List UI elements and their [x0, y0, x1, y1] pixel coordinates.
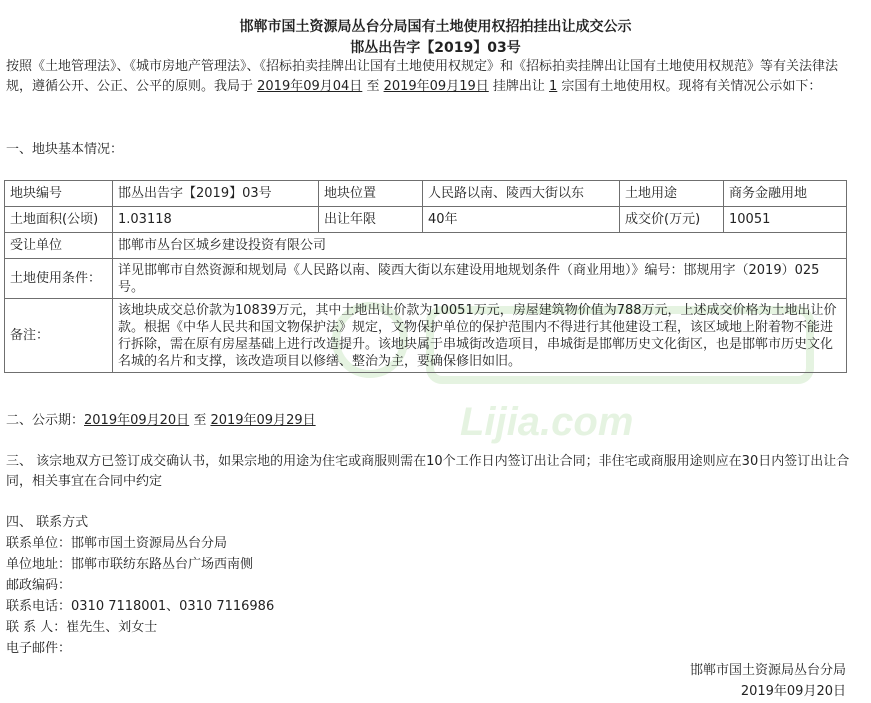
- section-3-text: 三、 该宗地双方已签订成交确认书，如果宗地的用途为住宅或商服则需在10个工作日内签订出让合同；非住宅或商服用途则应在30日内签订出让合同，相关事宜在合同中约定: [6, 454, 850, 489]
- table-cell: 地块编号: [5, 181, 113, 207]
- table-cell: 地块位置: [319, 181, 423, 207]
- table-cell: 备注：: [5, 299, 113, 373]
- table-row: [5, 259, 847, 299]
- listing-start-date: 2019年09月04日: [257, 79, 363, 94]
- publicity-end-date: 2019年09月29日: [210, 413, 316, 428]
- contact-postcode: 邮政编码：: [6, 578, 72, 593]
- contact-person: 联 系 人：崔先生、刘女士: [6, 620, 158, 635]
- contact-address: 单位地址：邯郸市联纺东路丛台广场西南侧: [6, 557, 254, 572]
- footer-org: 邯郸市国土资源局丛台分局: [689, 663, 846, 678]
- table-cell: 受让单位: [5, 233, 113, 259]
- table-cell: 10051: [724, 207, 847, 233]
- table-cell: 邯丛出告字【2019】03号: [113, 181, 319, 207]
- table-cell: 商务金融用地: [724, 181, 847, 207]
- table-cell: 成交价(万元): [620, 207, 724, 233]
- table-row: [5, 181, 847, 207]
- parcel-count: 1: [549, 79, 558, 94]
- table-row: [5, 233, 847, 259]
- parcel-info-table: [4, 180, 847, 373]
- section-2-heading: 二、公示期：: [6, 413, 85, 428]
- table-cell: 土地面积(公顷): [5, 207, 113, 233]
- document-number: 邯丛出告字【2019】03号: [350, 40, 521, 56]
- section-1-heading: 一、地块基本情况：: [6, 142, 124, 157]
- intro-paragraph: [6, 57, 856, 97]
- intro-text-1: 按照《土地管理法》、《城市房地产管理法》、《招标拍卖挂牌出让国有土地使用权规定》和《招标拍卖挂牌出让国有土地使用权规范》等有关法律法规，遵循公开、公正、公平的原则。我局于: [6, 59, 839, 94]
- footer-date: 2019年09月20日: [740, 684, 846, 699]
- publicity-sep: 至: [189, 413, 211, 428]
- table-cell: 40年: [423, 207, 620, 233]
- table-cell: 详见邯郸市自然资源和规划局《人民路以南、陵西大街以东建设用地规划条件（商业用地）》编号：邯规用字（2019）025号。: [113, 259, 847, 299]
- table-cell: 出让年限: [319, 207, 423, 233]
- intro-text-2: 至: [362, 79, 384, 94]
- table-cell: 该地块成交总价款为10839万元，其中土地出让价款为10051万元，房屋建筑物价值为788万元，上述成交价格为土地出让价款。根据《中华人民共和国文物保护法》规定，文物保护单位的保护范围内不得进行其他建设工程，该区域地上附着物不能进行拆除，需在原有房屋基础上进行改造提升。该地块属于串城街改造项目，串城街是邯郸历史文化街区，也是邯郸市历史文化名城的名片和支撑，该改造项目以修缮、整治为主，要确保修旧如旧。: [113, 299, 847, 373]
- table-cell: 1.03118: [113, 207, 319, 233]
- table-row: [5, 207, 847, 233]
- table-cell: 人民路以南、陵西大街以东: [423, 181, 620, 207]
- watermark-text: Lijia.com: [460, 400, 634, 444]
- contact-email: 电子邮件：: [6, 641, 72, 656]
- publicity-start-date: 2019年09月20日: [84, 413, 190, 428]
- publicity-period: [6, 411, 316, 431]
- table-row: [5, 299, 847, 373]
- table-cell: 土地用途: [620, 181, 724, 207]
- contact-phone: 联系电话：0310 7118001、0310 7116986: [6, 599, 275, 614]
- table-cell: 邯郸市丛台区城乡建设投资有限公司: [113, 233, 847, 259]
- intro-text-4: 宗国有土地使用权。现将有关情况公示如下：: [557, 79, 822, 94]
- table-cell: 土地使用条件：: [5, 259, 113, 299]
- listing-end-date: 2019年09月19日: [383, 79, 489, 94]
- section-4-heading: 四、 联系方式: [6, 515, 89, 530]
- contact-unit: 联系单位：邯郸市国土资源局丛台分局: [6, 536, 228, 551]
- intro-text-3: 挂牌出让: [488, 79, 550, 94]
- page-title: 邯郸市国土资源局丛台分局国有土地使用权招拍挂出让成交公示: [239, 19, 632, 35]
